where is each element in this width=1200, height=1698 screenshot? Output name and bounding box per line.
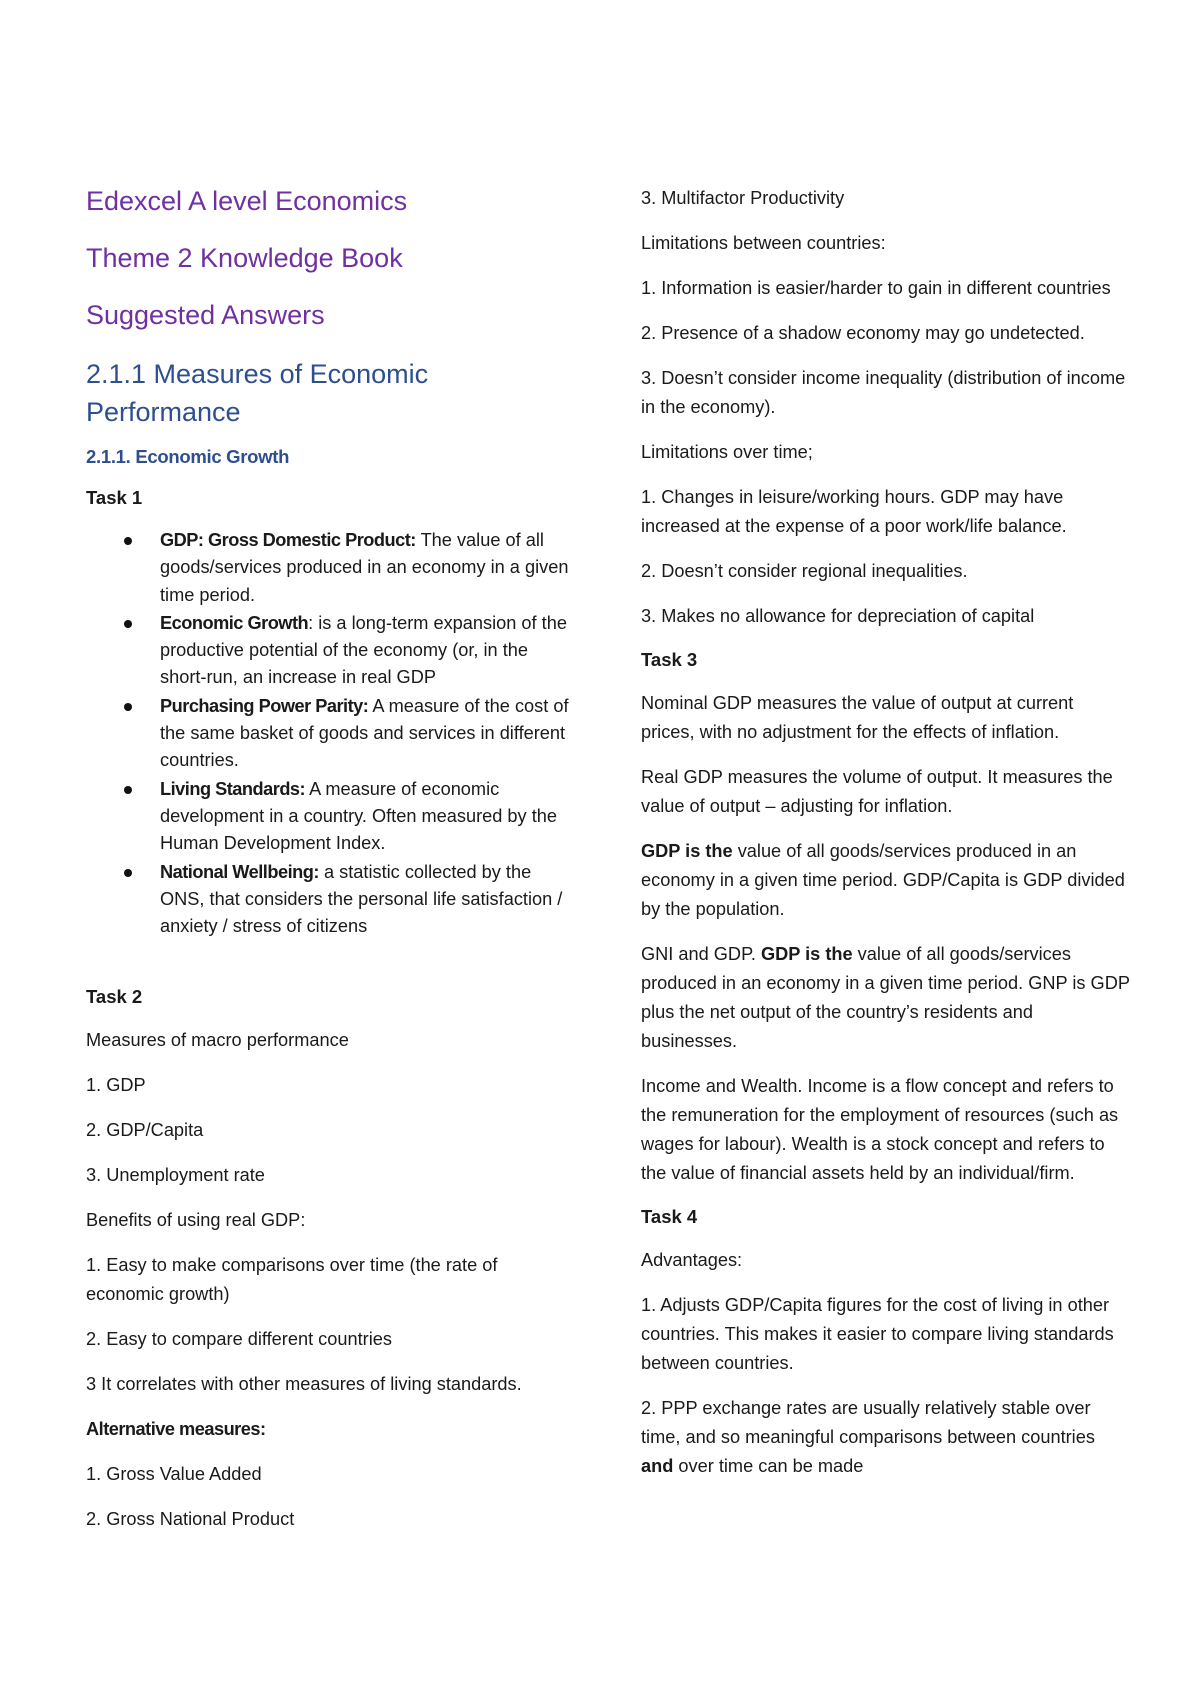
gdp-capita-text: value of all goods/services produced in an economy in a given time period. GDP/Capita is GDP divided by the population. xyxy=(641,841,1125,919)
adv2-bold-text: and xyxy=(641,1456,674,1476)
definition-item xyxy=(86,859,576,941)
list-item: 3 It correlates with other measures of living standards. xyxy=(86,1374,522,1395)
definition-term: National Wellbeing: xyxy=(160,861,319,882)
definition-item xyxy=(86,610,576,692)
task-3-label: Task 3 xyxy=(641,649,698,670)
bullet-icon xyxy=(124,869,132,877)
definition-item xyxy=(86,693,576,775)
list-item xyxy=(641,1394,1131,1481)
gni-text: value of all goods/services produced in an economy in a given time period. GNP is GDP plus the net output of the country’s residents and businesses. xyxy=(641,944,1130,1051)
definition-term: Living Standards: xyxy=(160,778,306,799)
bullet-icon xyxy=(124,620,132,628)
list-item: 3. Doesn’t consider income inequality (distribution of income in the economy). xyxy=(641,368,1126,417)
task-2-label: Task 2 xyxy=(86,986,143,1008)
list-item: 2. Doesn’t consider regional inequalities. xyxy=(641,561,968,581)
list-item: 3. Unemployment rate xyxy=(86,1165,265,1186)
bullet-icon xyxy=(124,786,132,794)
advantages-intro: Advantages: xyxy=(641,1250,743,1270)
doc-subtitle: Theme 2 Knowledge Book xyxy=(86,243,403,273)
definition-term: Purchasing Power Parity: xyxy=(160,695,369,716)
definition-text: A measure of economic development in a country. Often measured by the Human Development Index. xyxy=(160,778,557,854)
subsection-heading: 2.1.1. Economic Growth xyxy=(86,446,290,467)
income-wealth-paragraph: Income and Wealth. Income is a flow concept and refers to the remuneration for the employment of resources (such as wages for labour). Wealth is a stock concept and refers to the value of financial assets held by an individual/firm. xyxy=(641,1076,1119,1183)
definition-text: : is a long-term expansion of the productive potential of the economy (or, in the short-run, an increase in real GDP xyxy=(160,612,567,688)
doc-title: Edexcel A level Economics xyxy=(86,186,408,216)
definition-term: Economic Growth xyxy=(160,612,309,633)
gni-pre-text: GNI and GDP. xyxy=(641,944,761,964)
left-column xyxy=(86,184,576,1550)
benefits-intro: Benefits of using real GDP: xyxy=(86,1210,306,1231)
list-item: 1. Changes in leisure/working hours. GDP may have increased at the expense of a poor work/life balance. xyxy=(641,487,1067,536)
definition-item xyxy=(86,776,576,858)
list-item: 1. GDP xyxy=(86,1075,146,1096)
nominal-gdp-paragraph: Nominal GDP measures the value of output at current prices, with no adjustment for the effects of inflation. xyxy=(641,693,1074,742)
list-item: 2. GDP/Capita xyxy=(86,1120,204,1141)
list-item: 1. Adjusts GDP/Capita figures for the cost of living in other countries. This makes it easier to compare living standards between countries. xyxy=(641,1295,1114,1373)
definition-text: The value of all goods/services produced in an economy in a given time period. xyxy=(160,530,569,605)
definition-item xyxy=(86,527,576,609)
measures-intro: Measures of macro performance xyxy=(86,1030,349,1051)
gdp-bold-text: GDP is the xyxy=(641,841,733,861)
list-item: 3. Multifactor Productivity xyxy=(641,188,845,208)
adv2-rest-text: over time can be made xyxy=(673,1456,864,1476)
gdp-capita-paragraph xyxy=(641,837,1131,924)
bullet-icon xyxy=(124,537,132,545)
definition-text: A measure of the cost of the same basket of goods and services in different countries. xyxy=(160,695,569,771)
definitions-list xyxy=(86,527,576,940)
doc-subtitle-answers: Suggested Answers xyxy=(86,300,325,330)
list-item: 1. Gross Value Added xyxy=(86,1464,262,1485)
list-item: 2. Gross National Product xyxy=(86,1509,295,1530)
adv2-pre-text: 2. PPP exchange rates are usually relatively stable over time, and so meaningful comparisons between countries xyxy=(641,1398,1095,1447)
task-1-label: Task 1 xyxy=(86,487,143,508)
list-item: 1. Information is easier/harder to gain in different countries xyxy=(641,278,1111,298)
list-item: 2. Presence of a shadow economy may go undetected. xyxy=(641,323,1085,343)
list-item: 2. Easy to compare different countries xyxy=(86,1329,392,1350)
real-gdp-paragraph: Real GDP measures the volume of output. It measures the value of output – adjusting for inflation. xyxy=(641,767,1113,816)
gdp-bold-text: GDP is the xyxy=(760,944,853,964)
alternative-measures-heading: Alternative measures: xyxy=(86,1419,266,1440)
bullet-icon xyxy=(124,703,132,711)
list-item: 3. Makes no allowance for depreciation of capital xyxy=(641,606,1035,626)
limitations-countries-intro: Limitations between countries: xyxy=(641,233,886,253)
list-item: 1. Easy to make comparisons over time (the rate of economic growth) xyxy=(86,1255,498,1305)
definition-text: a statistic collected by the ONS, that considers the personal life satisfaction / anxiety / stress of citizens xyxy=(160,861,563,937)
task-4-label: Task 4 xyxy=(641,1206,698,1227)
section-heading: 2.1.1 Measures of Economic Performance xyxy=(86,359,429,427)
right-column xyxy=(641,184,1131,1497)
limitations-time-intro: Limitations over time; xyxy=(641,442,813,462)
gni-paragraph xyxy=(641,940,1131,1056)
definition-term: GDP: Gross Domestic Product: xyxy=(160,530,416,550)
